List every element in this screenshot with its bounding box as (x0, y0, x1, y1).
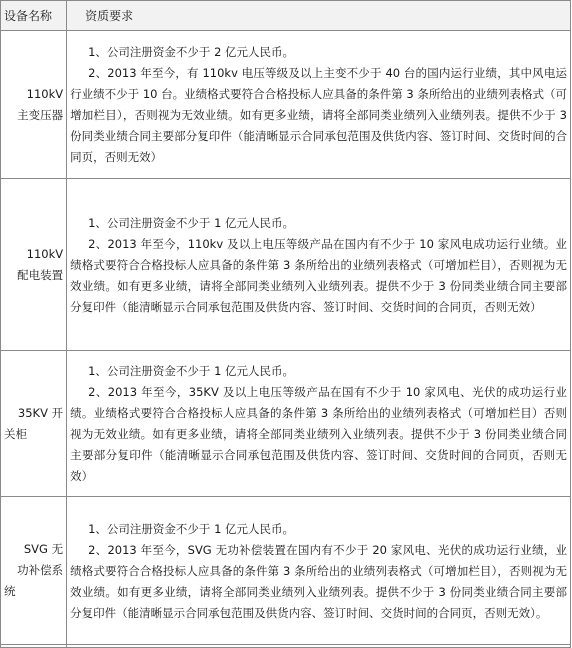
table-row-partial (1, 645, 571, 648)
device-name-line: 35KV 开 (17, 405, 64, 420)
table-row (1, 497, 571, 645)
partial-cell (1, 645, 67, 648)
device-name-cell (1, 179, 67, 351)
device-name-line: 关柜 (4, 426, 27, 441)
requirement-paragraph: 1、公司注册资金不少于 1 亿元人民币。 (88, 364, 295, 378)
device-name-line: 110kV (26, 246, 64, 261)
requirement-paragraph: 2、2013 年至今，有 110kv 电压等级及以上主变不少于 40 台的国内运行业绩，其中风电运行业绩不少于 10 台。业绩格式要符合合格投标人应具备的条件第 3 条所给出的业绩列表格式（可增加栏目），否则视为无效业绩。如有更多业绩，请将全部同类业绩列入业绩列表。提供不少于 3 份同类业绩合同主要部分复印件（能清晰显示合同承包范围及供货内容、签订时间、交货时间的合同页，否则无效） (70, 66, 567, 164)
table-header-row (1, 1, 571, 31)
requirement-paragraph: 2、2013 年至今，35KV 及以上电压等级产品在国有不少于 10 家风电、光伏的成功运行业绩。业绩格式要符合合格投标人应具备的条件第 3 条所给出的业绩列表格式（可增加栏目）否则视为无效业绩。如有更多业绩，请将全部同类业绩列入业绩列表。提供不少于 3 份同类业绩合同主要部分复印件（能清晰显示合同承包范围及供货内容、签订时间、交货时间的合同页，否则无效） (70, 385, 567, 483)
requirement-paragraph: 2、2013 年至今，SVG 无功补偿装置在国内有不少于 20 家风电、光伏的成功运行业绩，业绩格式要符合合格投标人应具备的条件第 3 条所给出的业绩列表格式（可增加栏目），否则视为无效业绩。如有更多业绩，请将全部同类业绩列入业绩列表。提供不少于 3 份同类业绩合同主要部分复印件（能清晰显示合同承包范围及供货内容、签订时间、交货时间的合同页，否则无效）。 (70, 542, 567, 620)
requirement-cell (67, 351, 571, 497)
device-name-cell (1, 31, 67, 179)
device-name-cell (1, 351, 67, 497)
device-name-line: 功补偿系 (17, 563, 64, 577)
device-name-line: 统 (4, 584, 16, 598)
requirement-paragraph: 1、公司注册资金不少于 1 亿元人民币。 (88, 521, 295, 536)
requirement-cell (67, 179, 571, 351)
device-name-line: 110kV (26, 86, 64, 101)
requirement-cell (67, 497, 571, 645)
device-name-line: 主变压器 (17, 107, 64, 122)
table-row (1, 179, 571, 351)
device-name-line: 配电装置 (17, 267, 64, 282)
header-device-name: 设备名称 (1, 1, 67, 31)
requirement-paragraph: 1、公司注册资金不少于 1 亿元人民币。 (88, 215, 295, 230)
header-requirement: 资质要求 (67, 1, 571, 31)
partial-cell (67, 645, 571, 648)
table-row (1, 351, 571, 497)
device-name-cell (1, 497, 67, 645)
requirement-paragraph: 1、公司注册资金不少于 2 亿元人民币。 (88, 45, 295, 59)
requirement-paragraph: 2、2013 年至今，110kv 及以上电压等级产品在国内有不少于 10 家风电成功运行业绩。业绩格式要符合合格投标人应具备的条件第 3 条所给出的业绩列表格式（可增加栏目），否则视为无效业绩。如有更多业绩，请将全部同类业绩列入业绩列表。提供不少于 3 份同类业绩合同主要部分复印件（能清晰显示合同承包范围及供货内容、签订时间、交货时间的合同页，否则无效） (70, 236, 567, 314)
device-name-line: SVG 无 (23, 542, 64, 556)
table-row (1, 31, 571, 179)
requirement-cell (67, 31, 571, 179)
